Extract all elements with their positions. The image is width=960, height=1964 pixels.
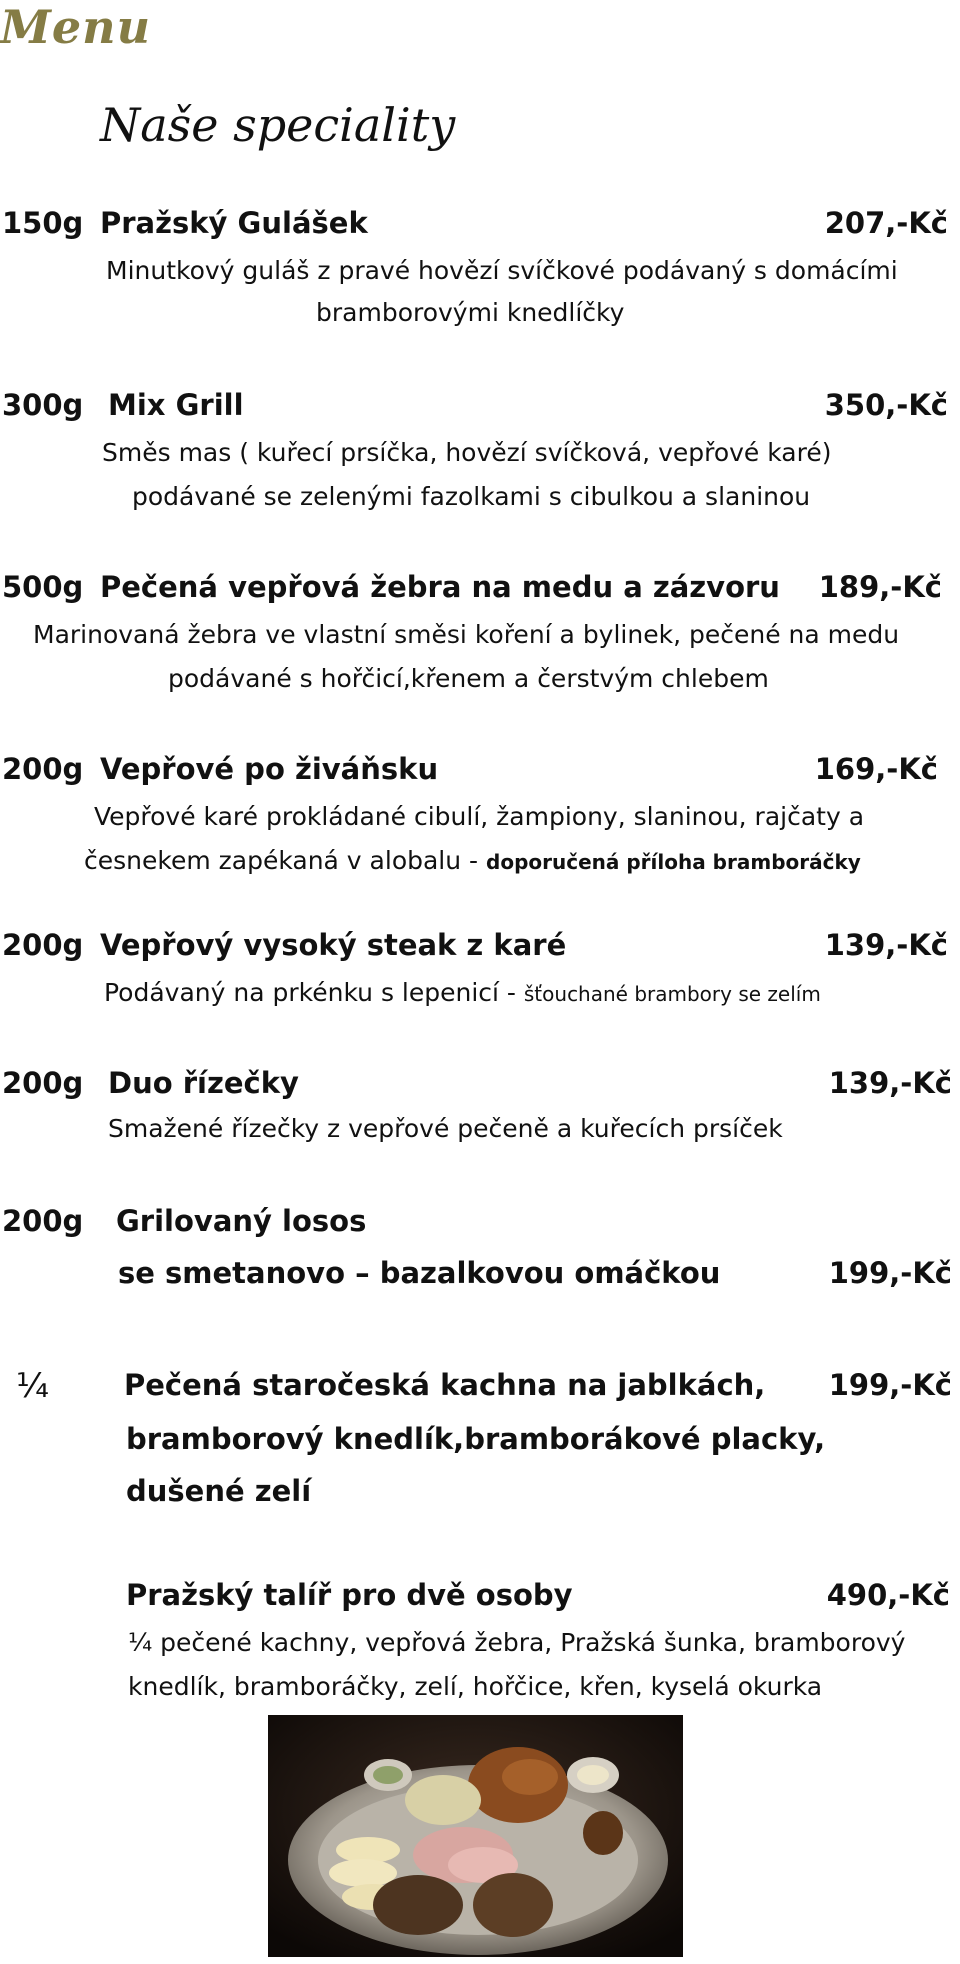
item-description-text: česnekem zapékaná v alobalu -: [84, 846, 487, 875]
item-name: Grilovaný losos: [116, 1204, 367, 1238]
item-name: bramborový knedlík,bramborákové placky,: [126, 1422, 826, 1456]
item-description: knedlík, bramboráčky, zelí, hořčice, křen, kyselá okurka: [128, 1672, 823, 1701]
section-title: Naše speciality: [100, 98, 456, 152]
item-name: dušené zelí: [126, 1474, 312, 1508]
item-name: Mix Grill: [108, 388, 244, 422]
item-price: 189,-Kč: [818, 570, 942, 604]
prague-platter-photo: [268, 1715, 683, 1957]
item-description: ¼ pečené kachny, vepřová žebra, Pražská šunka, bramborový: [128, 1628, 906, 1657]
item-name: Vepřové po živáňsku: [100, 752, 439, 786]
item-name: se smetanovo – bazalkovou omáčkou: [118, 1256, 721, 1290]
item-description: bramborovými knedlíčky: [316, 298, 625, 327]
food-platter-image: [268, 1715, 683, 1957]
item-price: 199,-Kč: [828, 1256, 952, 1290]
item-weight: 200g: [2, 1204, 84, 1238]
item-description: Marinovaná žebra ve vlastní směsi koření a bylinek, pečené na medu: [33, 620, 900, 649]
item-price: 169,-Kč: [814, 752, 938, 786]
item-name: Pečená staročeská kachna na jablkách,: [124, 1368, 766, 1402]
item-description: [104, 978, 821, 1007]
item-description: Vepřové karé prokládané cibulí, žampiony, slaninou, rajčaty a: [94, 802, 865, 831]
item-name: Vepřový vysoký steak z karé: [100, 928, 567, 962]
item-name: Pražský talíř pro dvě osoby: [126, 1578, 573, 1612]
item-description: Směs mas ( kuřecí prsíčka, hovězí svíčková, vepřové karé): [102, 438, 832, 467]
item-weight: 150g: [2, 206, 84, 240]
item-price: 350,-Kč: [824, 388, 948, 422]
item-weight: 200g: [2, 928, 84, 962]
item-weight: 300g: [2, 388, 84, 422]
item-name: Pečená vepřová žebra na medu a zázvoru: [100, 570, 780, 604]
item-name: Pražský Gulášek: [100, 206, 368, 240]
menu-logo: Menu: [0, 0, 152, 54]
item-price: 199,-Kč: [828, 1368, 952, 1402]
item-description: Smažené řízečky z vepřové pečeně a kuřecích prsíček: [108, 1114, 783, 1143]
item-weight: 500g: [2, 570, 84, 604]
item-weight: 200g: [2, 1066, 84, 1100]
item-price: 207,-Kč: [824, 206, 948, 240]
item-name: Duo řízečky: [108, 1066, 299, 1100]
item-description: Minutkový guláš z pravé hovězí svíčkové podávaný s domácími: [106, 256, 898, 285]
item-description: podávané se zelenými fazolkami s cibulkou a slaninou: [132, 482, 811, 511]
item-price: 139,-Kč: [828, 1066, 952, 1100]
item-weight: 200g: [2, 752, 84, 786]
item-side-note: šťouchané brambory se zelím: [523, 982, 821, 1006]
item-price: 490,-Kč: [826, 1578, 950, 1612]
item-description-text: Podávaný na prkénku s lepenicí -: [104, 978, 524, 1007]
item-side-note: doporučená příloha bramboráčky: [486, 850, 861, 874]
item-description: [84, 846, 861, 875]
item-price: 139,-Kč: [824, 928, 948, 962]
item-portion: ¼: [16, 1366, 49, 1406]
item-description: podávané s hořčicí,křenem a čerstvým chlebem: [168, 664, 769, 693]
